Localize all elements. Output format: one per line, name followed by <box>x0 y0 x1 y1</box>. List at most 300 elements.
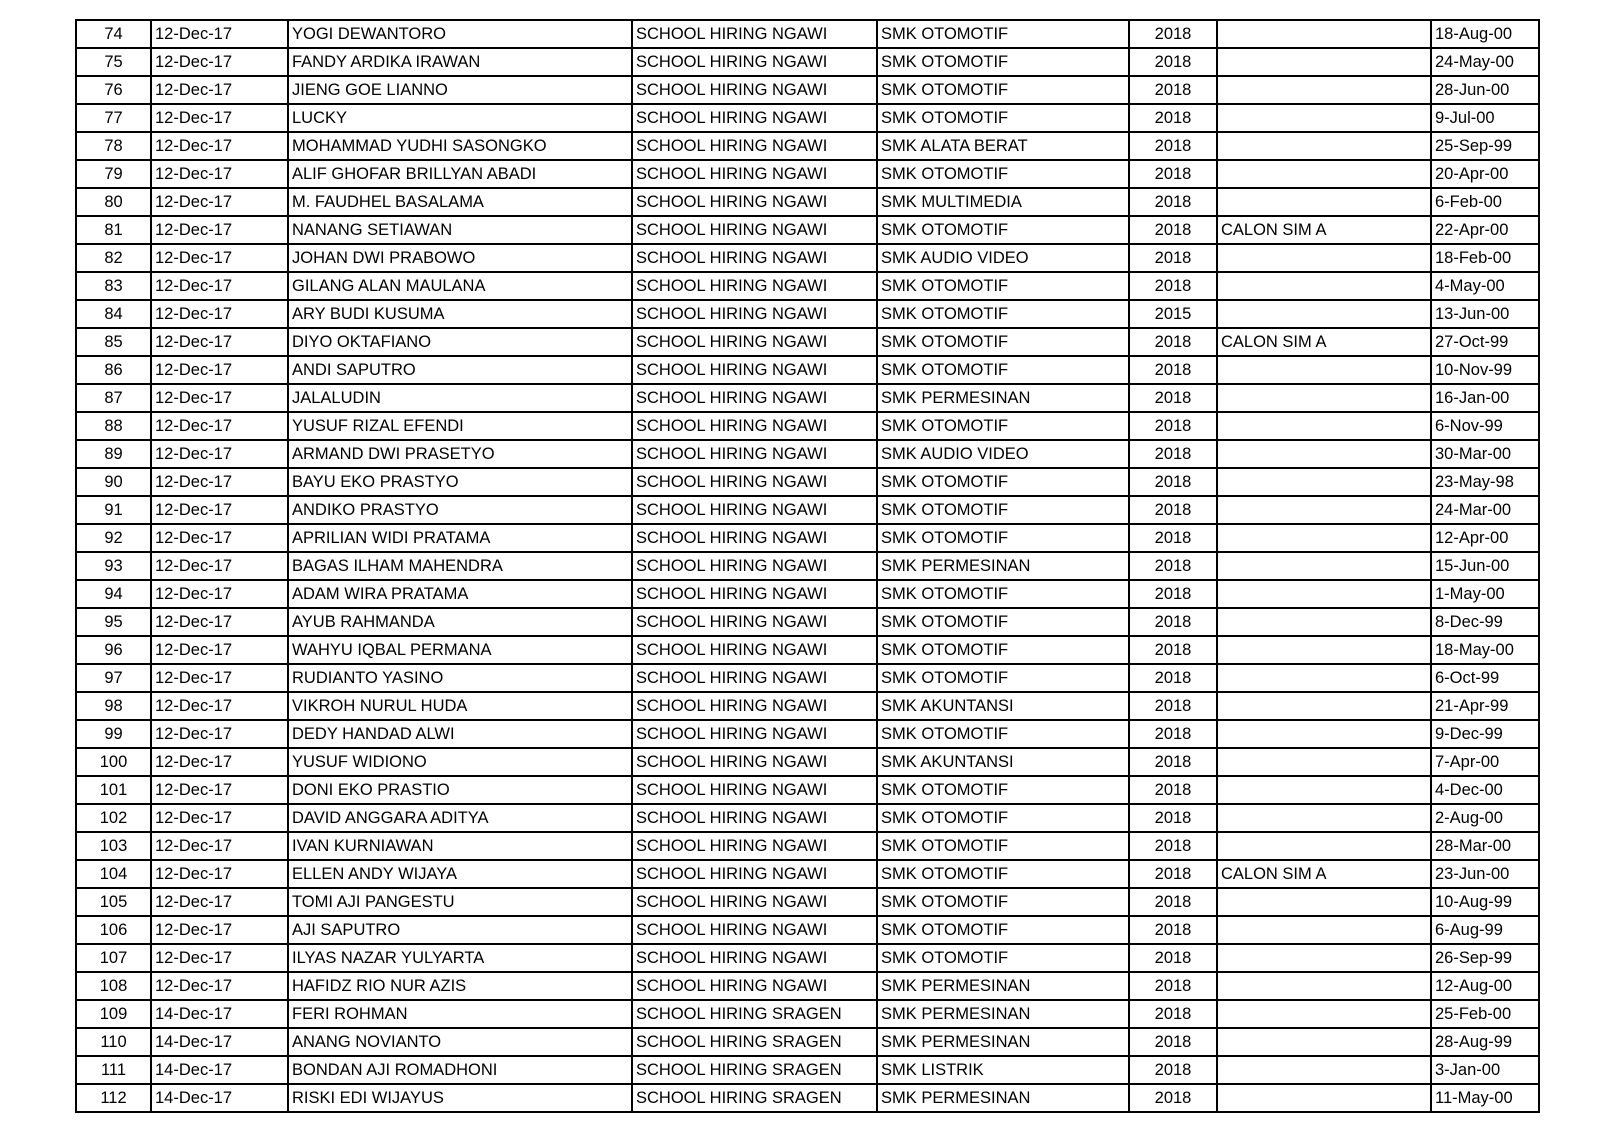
table-row <box>76 888 1539 916</box>
program-cell: SCHOOL HIRING NGAWI <box>632 272 877 300</box>
birth-date-cell: 8-Dec-99 <box>1431 608 1539 636</box>
school-cell: SMK OTOMOTIF <box>877 272 1129 300</box>
name-cell: YUSUF RIZAL EFENDI <box>288 412 632 440</box>
year-cell: 2018 <box>1129 916 1217 944</box>
row-number-cell: 74 <box>76 20 151 48</box>
name-cell: APRILIAN WIDI PRATAMA <box>288 524 632 552</box>
year-cell: 2018 <box>1129 608 1217 636</box>
row-number-cell: 98 <box>76 692 151 720</box>
program-cell: SCHOOL HIRING NGAWI <box>632 720 877 748</box>
year-cell: 2018 <box>1129 1028 1217 1056</box>
date-cell: 12-Dec-17 <box>151 300 288 328</box>
school-cell: SMK OTOMOTIF <box>877 664 1129 692</box>
row-number-cell: 111 <box>76 1056 151 1084</box>
school-cell: SMK OTOMOTIF <box>877 76 1129 104</box>
note-cell <box>1217 524 1431 552</box>
note-cell <box>1217 1028 1431 1056</box>
year-cell: 2018 <box>1129 580 1217 608</box>
note-cell: CALON SIM A <box>1217 216 1431 244</box>
note-cell <box>1217 412 1431 440</box>
date-cell: 12-Dec-17 <box>151 188 288 216</box>
date-cell: 12-Dec-17 <box>151 272 288 300</box>
table-row <box>76 160 1539 188</box>
name-cell: NANANG SETIAWAN <box>288 216 632 244</box>
year-cell: 2018 <box>1129 160 1217 188</box>
program-cell: SCHOOL HIRING NGAWI <box>632 356 877 384</box>
row-number-cell: 104 <box>76 860 151 888</box>
program-cell: SCHOOL HIRING NGAWI <box>632 328 877 356</box>
note-cell <box>1217 244 1431 272</box>
table-row <box>76 244 1539 272</box>
date-cell: 12-Dec-17 <box>151 216 288 244</box>
row-number-cell: 76 <box>76 76 151 104</box>
name-cell: DEDY HANDAD ALWI <box>288 720 632 748</box>
birth-date-cell: 28-Jun-00 <box>1431 76 1539 104</box>
year-cell: 2018 <box>1129 76 1217 104</box>
name-cell: BONDAN AJI ROMADHONI <box>288 1056 632 1084</box>
note-cell: CALON SIM A <box>1217 328 1431 356</box>
school-cell: SMK MULTIMEDIA <box>877 188 1129 216</box>
table-row <box>76 1084 1539 1112</box>
name-cell: ARY BUDI KUSUMA <box>288 300 632 328</box>
program-cell: SCHOOL HIRING NGAWI <box>632 972 877 1000</box>
birth-date-cell: 9-Dec-99 <box>1431 720 1539 748</box>
data-table <box>75 19 1540 1113</box>
birth-date-cell: 24-Mar-00 <box>1431 496 1539 524</box>
note-cell <box>1217 132 1431 160</box>
birth-date-cell: 2-Aug-00 <box>1431 804 1539 832</box>
program-cell: SCHOOL HIRING NGAWI <box>632 888 877 916</box>
name-cell: ELLEN ANDY WIJAYA <box>288 860 632 888</box>
row-number-cell: 77 <box>76 104 151 132</box>
date-cell: 12-Dec-17 <box>151 776 288 804</box>
year-cell: 2018 <box>1129 1056 1217 1084</box>
date-cell: 12-Dec-17 <box>151 664 288 692</box>
year-cell: 2018 <box>1129 20 1217 48</box>
date-cell: 12-Dec-17 <box>151 384 288 412</box>
school-cell: SMK OTOMOTIF <box>877 412 1129 440</box>
table-row <box>76 552 1539 580</box>
row-number-cell: 83 <box>76 272 151 300</box>
name-cell: BAYU EKO PRASTYO <box>288 468 632 496</box>
year-cell: 2018 <box>1129 804 1217 832</box>
date-cell: 14-Dec-17 <box>151 1084 288 1112</box>
note-cell <box>1217 608 1431 636</box>
name-cell: FERI ROHMAN <box>288 1000 632 1028</box>
program-cell: SCHOOL HIRING SRAGEN <box>632 1056 877 1084</box>
row-number-cell: 109 <box>76 1000 151 1028</box>
table-row <box>76 916 1539 944</box>
program-cell: SCHOOL HIRING NGAWI <box>632 524 877 552</box>
name-cell: RUDIANTO YASINO <box>288 664 632 692</box>
table-row <box>76 384 1539 412</box>
table-row <box>76 636 1539 664</box>
row-number-cell: 78 <box>76 132 151 160</box>
name-cell: JALALUDIN <box>288 384 632 412</box>
program-cell: SCHOOL HIRING NGAWI <box>632 468 877 496</box>
table-row <box>76 300 1539 328</box>
year-cell: 2018 <box>1129 440 1217 468</box>
birth-date-cell: 25-Sep-99 <box>1431 132 1539 160</box>
program-cell: SCHOOL HIRING NGAWI <box>632 580 877 608</box>
name-cell: JIENG GOE LIANNO <box>288 76 632 104</box>
date-cell: 12-Dec-17 <box>151 328 288 356</box>
year-cell: 2018 <box>1129 944 1217 972</box>
row-number-cell: 91 <box>76 496 151 524</box>
school-cell: SMK OTOMOTIF <box>877 944 1129 972</box>
program-cell: SCHOOL HIRING NGAWI <box>632 244 877 272</box>
birth-date-cell: 6-Nov-99 <box>1431 412 1539 440</box>
table-body <box>76 20 1539 1112</box>
year-cell: 2018 <box>1129 692 1217 720</box>
note-cell <box>1217 636 1431 664</box>
date-cell: 12-Dec-17 <box>151 356 288 384</box>
year-cell: 2018 <box>1129 272 1217 300</box>
name-cell: ADAM WIRA PRATAMA <box>288 580 632 608</box>
birth-date-cell: 1-May-00 <box>1431 580 1539 608</box>
program-cell: SCHOOL HIRING NGAWI <box>632 552 877 580</box>
note-cell <box>1217 188 1431 216</box>
note-cell <box>1217 664 1431 692</box>
school-cell: SMK OTOMOTIF <box>877 48 1129 76</box>
school-cell: SMK OTOMOTIF <box>877 720 1129 748</box>
note-cell <box>1217 356 1431 384</box>
birth-date-cell: 28-Aug-99 <box>1431 1028 1539 1056</box>
row-number-cell: 100 <box>76 748 151 776</box>
year-cell: 2018 <box>1129 748 1217 776</box>
year-cell: 2018 <box>1129 552 1217 580</box>
name-cell: TOMI AJI PANGESTU <box>288 888 632 916</box>
birth-date-cell: 21-Apr-99 <box>1431 692 1539 720</box>
note-cell <box>1217 160 1431 188</box>
note-cell <box>1217 384 1431 412</box>
birth-date-cell: 28-Mar-00 <box>1431 832 1539 860</box>
name-cell: RISKI EDI WIJAYUS <box>288 1084 632 1112</box>
row-number-cell: 90 <box>76 468 151 496</box>
birth-date-cell: 23-May-98 <box>1431 468 1539 496</box>
birth-date-cell: 9-Jul-00 <box>1431 104 1539 132</box>
date-cell: 12-Dec-17 <box>151 440 288 468</box>
school-cell: SMK PERMESINAN <box>877 552 1129 580</box>
year-cell: 2018 <box>1129 664 1217 692</box>
row-number-cell: 110 <box>76 1028 151 1056</box>
table-row <box>76 664 1539 692</box>
name-cell: WAHYU IQBAL PERMANA <box>288 636 632 664</box>
birth-date-cell: 12-Aug-00 <box>1431 972 1539 1000</box>
school-cell: SMK PERMESINAN <box>877 1084 1129 1112</box>
school-cell: SMK OTOMOTIF <box>877 328 1129 356</box>
program-cell: SCHOOL HIRING SRAGEN <box>632 1028 877 1056</box>
table-row <box>76 1000 1539 1028</box>
date-cell: 12-Dec-17 <box>151 972 288 1000</box>
table-row <box>76 468 1539 496</box>
date-cell: 12-Dec-17 <box>151 132 288 160</box>
table-row <box>76 860 1539 888</box>
program-cell: SCHOOL HIRING NGAWI <box>632 384 877 412</box>
note-cell <box>1217 20 1431 48</box>
date-cell: 12-Dec-17 <box>151 804 288 832</box>
school-cell: SMK AUDIO VIDEO <box>877 440 1129 468</box>
date-cell: 12-Dec-17 <box>151 916 288 944</box>
table-row <box>76 132 1539 160</box>
year-cell: 2018 <box>1129 48 1217 76</box>
birth-date-cell: 18-Aug-00 <box>1431 20 1539 48</box>
date-cell: 12-Dec-17 <box>151 76 288 104</box>
date-cell: 12-Dec-17 <box>151 832 288 860</box>
birth-date-cell: 26-Sep-99 <box>1431 944 1539 972</box>
program-cell: SCHOOL HIRING NGAWI <box>632 188 877 216</box>
row-number-cell: 87 <box>76 384 151 412</box>
year-cell: 2018 <box>1129 776 1217 804</box>
birth-date-cell: 10-Aug-99 <box>1431 888 1539 916</box>
date-cell: 12-Dec-17 <box>151 580 288 608</box>
school-cell: SMK LISTRIK <box>877 1056 1129 1084</box>
year-cell: 2018 <box>1129 356 1217 384</box>
school-cell: SMK OTOMOTIF <box>877 860 1129 888</box>
note-cell <box>1217 888 1431 916</box>
year-cell: 2018 <box>1129 244 1217 272</box>
school-cell: SMK OTOMOTIF <box>877 804 1129 832</box>
date-cell: 12-Dec-17 <box>151 48 288 76</box>
birth-date-cell: 18-Feb-00 <box>1431 244 1539 272</box>
table-row <box>76 104 1539 132</box>
table-row <box>76 328 1539 356</box>
table-row <box>76 48 1539 76</box>
note-cell <box>1217 440 1431 468</box>
year-cell: 2018 <box>1129 720 1217 748</box>
school-cell: SMK OTOMOTIF <box>877 636 1129 664</box>
name-cell: MOHAMMAD YUDHI SASONGKO <box>288 132 632 160</box>
row-number-cell: 86 <box>76 356 151 384</box>
table-row <box>76 76 1539 104</box>
note-cell <box>1217 580 1431 608</box>
row-number-cell: 107 <box>76 944 151 972</box>
year-cell: 2018 <box>1129 132 1217 160</box>
birth-date-cell: 18-May-00 <box>1431 636 1539 664</box>
date-cell: 12-Dec-17 <box>151 748 288 776</box>
date-cell: 14-Dec-17 <box>151 1028 288 1056</box>
birth-date-cell: 27-Oct-99 <box>1431 328 1539 356</box>
date-cell: 12-Dec-17 <box>151 104 288 132</box>
table-row <box>76 356 1539 384</box>
program-cell: SCHOOL HIRING NGAWI <box>632 76 877 104</box>
note-cell <box>1217 944 1431 972</box>
name-cell: FANDY ARDIKA IRAWAN <box>288 48 632 76</box>
name-cell: AYUB RAHMANDA <box>288 608 632 636</box>
program-cell: SCHOOL HIRING NGAWI <box>632 48 877 76</box>
row-number-cell: 88 <box>76 412 151 440</box>
row-number-cell: 106 <box>76 916 151 944</box>
program-cell: SCHOOL HIRING NGAWI <box>632 160 877 188</box>
note-cell <box>1217 776 1431 804</box>
school-cell: SMK ALATA BERAT <box>877 132 1129 160</box>
school-cell: SMK OTOMOTIF <box>877 104 1129 132</box>
table-row <box>76 440 1539 468</box>
date-cell: 12-Dec-17 <box>151 552 288 580</box>
birth-date-cell: 4-May-00 <box>1431 272 1539 300</box>
table-row <box>76 944 1539 972</box>
year-cell: 2018 <box>1129 1084 1217 1112</box>
year-cell: 2018 <box>1129 216 1217 244</box>
program-cell: SCHOOL HIRING NGAWI <box>632 664 877 692</box>
program-cell: SCHOOL HIRING NGAWI <box>632 300 877 328</box>
note-cell <box>1217 916 1431 944</box>
birth-date-cell: 4-Dec-00 <box>1431 776 1539 804</box>
year-cell: 2018 <box>1129 188 1217 216</box>
note-cell <box>1217 692 1431 720</box>
note-cell <box>1217 804 1431 832</box>
date-cell: 12-Dec-17 <box>151 468 288 496</box>
table-row <box>76 216 1539 244</box>
year-cell: 2018 <box>1129 468 1217 496</box>
row-number-cell: 92 <box>76 524 151 552</box>
table-row <box>76 692 1539 720</box>
row-number-cell: 108 <box>76 972 151 1000</box>
date-cell: 12-Dec-17 <box>151 160 288 188</box>
name-cell: ALIF GHOFAR BRILLYAN ABADI <box>288 160 632 188</box>
row-number-cell: 96 <box>76 636 151 664</box>
row-number-cell: 97 <box>76 664 151 692</box>
year-cell: 2018 <box>1129 104 1217 132</box>
note-cell <box>1217 1000 1431 1028</box>
row-number-cell: 85 <box>76 328 151 356</box>
program-cell: SCHOOL HIRING NGAWI <box>632 916 877 944</box>
name-cell: M. FAUDHEL BASALAMA <box>288 188 632 216</box>
row-number-cell: 101 <box>76 776 151 804</box>
row-number-cell: 84 <box>76 300 151 328</box>
name-cell: DIYO OKTAFIANO <box>288 328 632 356</box>
school-cell: SMK PERMESINAN <box>877 1000 1129 1028</box>
date-cell: 14-Dec-17 <box>151 1000 288 1028</box>
table-row <box>76 1056 1539 1084</box>
birth-date-cell: 30-Mar-00 <box>1431 440 1539 468</box>
birth-date-cell: 13-Jun-00 <box>1431 300 1539 328</box>
note-cell: CALON SIM A <box>1217 860 1431 888</box>
birth-date-cell: 6-Feb-00 <box>1431 188 1539 216</box>
program-cell: SCHOOL HIRING NGAWI <box>632 216 877 244</box>
table-row <box>76 608 1539 636</box>
school-cell: SMK OTOMOTIF <box>877 776 1129 804</box>
row-number-cell: 75 <box>76 48 151 76</box>
school-cell: SMK OTOMOTIF <box>877 356 1129 384</box>
birth-date-cell: 23-Jun-00 <box>1431 860 1539 888</box>
date-cell: 12-Dec-17 <box>151 888 288 916</box>
date-cell: 12-Dec-17 <box>151 720 288 748</box>
school-cell: SMK OTOMOTIF <box>877 524 1129 552</box>
program-cell: SCHOOL HIRING SRAGEN <box>632 1084 877 1112</box>
note-cell <box>1217 272 1431 300</box>
year-cell: 2018 <box>1129 328 1217 356</box>
school-cell: SMK OTOMOTIF <box>877 888 1129 916</box>
date-cell: 12-Dec-17 <box>151 244 288 272</box>
name-cell: GILANG ALAN MAULANA <box>288 272 632 300</box>
name-cell: YUSUF WIDIONO <box>288 748 632 776</box>
table-row <box>76 804 1539 832</box>
birth-date-cell: 16-Jan-00 <box>1431 384 1539 412</box>
row-number-cell: 95 <box>76 608 151 636</box>
program-cell: SCHOOL HIRING NGAWI <box>632 776 877 804</box>
name-cell: AJI SAPUTRO <box>288 916 632 944</box>
row-number-cell: 102 <box>76 804 151 832</box>
program-cell: SCHOOL HIRING NGAWI <box>632 496 877 524</box>
school-cell: SMK PERMESINAN <box>877 1028 1129 1056</box>
year-cell: 2018 <box>1129 496 1217 524</box>
birth-date-cell: 24-May-00 <box>1431 48 1539 76</box>
note-cell <box>1217 496 1431 524</box>
year-cell: 2018 <box>1129 832 1217 860</box>
school-cell: SMK OTOMOTIF <box>877 916 1129 944</box>
table-row <box>76 412 1539 440</box>
note-cell <box>1217 468 1431 496</box>
program-cell: SCHOOL HIRING NGAWI <box>632 832 877 860</box>
row-number-cell: 93 <box>76 552 151 580</box>
birth-date-cell: 12-Apr-00 <box>1431 524 1539 552</box>
table-row <box>76 776 1539 804</box>
table-row <box>76 832 1539 860</box>
year-cell: 2018 <box>1129 412 1217 440</box>
school-cell: SMK OTOMOTIF <box>877 496 1129 524</box>
program-cell: SCHOOL HIRING NGAWI <box>632 860 877 888</box>
date-cell: 12-Dec-17 <box>151 412 288 440</box>
table-row <box>76 524 1539 552</box>
name-cell: DAVID ANGGARA ADITYA <box>288 804 632 832</box>
note-cell <box>1217 748 1431 776</box>
school-cell: SMK OTOMOTIF <box>877 300 1129 328</box>
birth-date-cell: 20-Apr-00 <box>1431 160 1539 188</box>
birth-date-cell: 7-Apr-00 <box>1431 748 1539 776</box>
row-number-cell: 81 <box>76 216 151 244</box>
birth-date-cell: 25-Feb-00 <box>1431 1000 1539 1028</box>
year-cell: 2018 <box>1129 636 1217 664</box>
year-cell: 2018 <box>1129 384 1217 412</box>
row-number-cell: 89 <box>76 440 151 468</box>
name-cell: ANDI SAPUTRO <box>288 356 632 384</box>
school-cell: SMK OTOMOTIF <box>877 580 1129 608</box>
program-cell: SCHOOL HIRING NGAWI <box>632 20 877 48</box>
program-cell: SCHOOL HIRING NGAWI <box>632 412 877 440</box>
school-cell: SMK OTOMOTIF <box>877 160 1129 188</box>
program-cell: SCHOOL HIRING NGAWI <box>632 608 877 636</box>
row-number-cell: 103 <box>76 832 151 860</box>
row-number-cell: 105 <box>76 888 151 916</box>
table-row <box>76 20 1539 48</box>
year-cell: 2018 <box>1129 524 1217 552</box>
name-cell: IVAN KURNIAWAN <box>288 832 632 860</box>
school-cell: SMK AUDIO VIDEO <box>877 244 1129 272</box>
school-cell: SMK OTOMOTIF <box>877 20 1129 48</box>
birth-date-cell: 3-Jan-00 <box>1431 1056 1539 1084</box>
program-cell: SCHOOL HIRING SRAGEN <box>632 1000 877 1028</box>
birth-date-cell: 10-Nov-99 <box>1431 356 1539 384</box>
birth-date-cell: 11-May-00 <box>1431 1084 1539 1112</box>
date-cell: 12-Dec-17 <box>151 860 288 888</box>
date-cell: 12-Dec-17 <box>151 20 288 48</box>
table-row <box>76 1028 1539 1056</box>
row-number-cell: 82 <box>76 244 151 272</box>
note-cell <box>1217 300 1431 328</box>
school-cell: SMK AKUNTANSI <box>877 748 1129 776</box>
table-row <box>76 748 1539 776</box>
note-cell <box>1217 104 1431 132</box>
name-cell: VIKROH NURUL HUDA <box>288 692 632 720</box>
school-cell: SMK OTOMOTIF <box>877 216 1129 244</box>
name-cell: YOGI DEWANTORO <box>288 20 632 48</box>
birth-date-cell: 6-Aug-99 <box>1431 916 1539 944</box>
note-cell <box>1217 48 1431 76</box>
note-cell <box>1217 552 1431 580</box>
note-cell <box>1217 1084 1431 1112</box>
note-cell <box>1217 720 1431 748</box>
